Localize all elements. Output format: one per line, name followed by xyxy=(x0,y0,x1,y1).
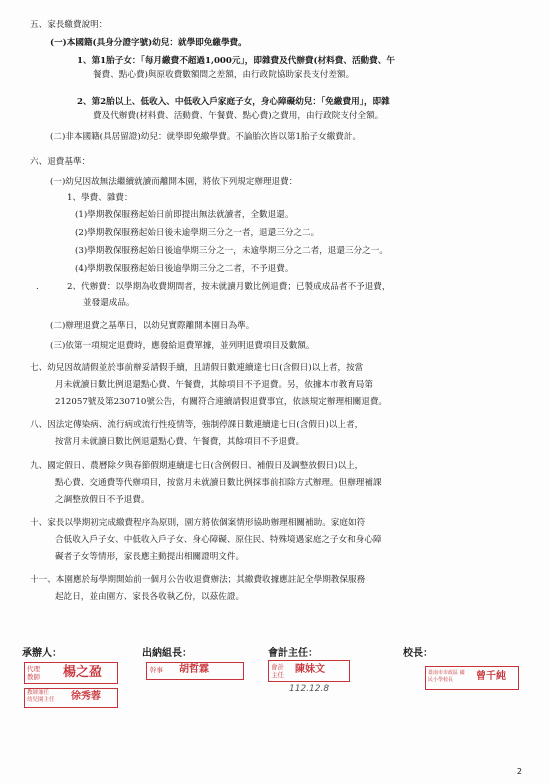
text-line: (三)依第一項規定退費時，應發給退費單據，並列明退費項目及數額。 xyxy=(50,341,315,351)
text-line: (二)辦理退費之基準日，以幼兒實際離開本園日為準。 xyxy=(50,321,255,331)
page-number: 2 xyxy=(516,767,522,776)
accounting-stamp xyxy=(268,660,350,682)
stamp-name: 徐秀蓉 xyxy=(71,691,101,702)
stamp-name: 曾千純 xyxy=(476,671,506,682)
handler-stamp-1 xyxy=(24,662,118,684)
text-line: . xyxy=(36,282,39,292)
text-line: 2、代辦費：以學期為收費期間者，按未就讀月數比例退費；已製成成品者不予退費， xyxy=(67,282,391,292)
text-line: 按當月未就讀日數比例退還點心費、午餐費，其餘項目不予退費。 xyxy=(55,437,305,447)
handler-stamp-2 xyxy=(24,688,118,708)
stamp-title: 會計 主任 xyxy=(271,663,284,679)
text-line: 並發還成品。 xyxy=(83,298,135,308)
text-line: (一)幼兒因故無法繼續就讀而離開本園，將依下列規定辦理退費： xyxy=(50,177,298,187)
principal-stamp xyxy=(425,666,519,690)
accounting-label: 會計主任： xyxy=(268,648,318,659)
text-line: 五、家長繳費說明： xyxy=(30,20,108,30)
cashier-label: 出納組長： xyxy=(142,648,192,659)
stamp-name: 楊之盈 xyxy=(63,665,103,680)
text-line: 八、因法定傳染病、流行病或流行性疫情等，強制停課日數連續達七日(含假日)以上者， xyxy=(30,420,364,430)
stamp-title: 臺南市市政區 國民小學校長 xyxy=(428,670,465,683)
text-line: 月未就讀日數比例退還點心費、午餐費，其餘項目不予退費。另，依據本市教育局第 xyxy=(55,380,373,390)
text-line: 六、退費基準： xyxy=(30,157,91,167)
text-line: 之調整放假日不予退費。 xyxy=(55,495,150,505)
text-line: (1)學期教保服務起始日前即提出無法就讀者，全數退還。 xyxy=(75,210,294,220)
text-line: 礙者子女等情形，家長應主動提出相關證明文件。 xyxy=(55,552,245,562)
stamp-name: 胡哲霖 xyxy=(179,664,209,675)
stamp-title: 代理 教師 xyxy=(27,665,40,681)
text-line: 餐費、點心費)與原收費數額間之差額，由行政院協助家長支付差額。 xyxy=(93,70,355,80)
handwritten-date: 112.12.8 xyxy=(289,684,330,694)
text-line: (2)學期教保服務起始日後未逾學期三分之一者，退還三分之二。 xyxy=(75,228,320,238)
text-line: (二)非本國籍(具居留證)幼兒：就學即免繳學費。不論胎次皆以第1胎子女繳費計。 xyxy=(50,132,362,142)
text-line: (3)學期教保服務起始日後逾學期三分之一，未逾學期三分之二者，退還三分之一。 xyxy=(75,246,388,256)
text-line: 十、家長以學期初完成繳費程序為原則，園方將依個案情形協助辦理相關補助。家庭如符 xyxy=(30,518,366,528)
text-line: (一)本國籍(具身分證字號)幼兒：就學即免繳學費。 xyxy=(50,38,247,48)
text-line: 1、第1胎子女：「每月繳費不超過1,000元」，即雜費及代辦費(材料費、活動費、午 xyxy=(77,56,395,66)
text-line: (4)學期教保服務起始日後逾學期三分之二者，不予退費。 xyxy=(75,264,294,274)
cashier-stamp xyxy=(146,662,244,680)
text-line: 212057號及第230710號公告，有關符合連續請假退費事宜，依該規定辦理相關退費。 xyxy=(55,397,388,407)
principal-label: 校長： xyxy=(403,648,433,659)
text-line: 1、學費、雜費： xyxy=(67,193,133,203)
text-line: 十一、本園應於每學期開始前一個月公告收退費辦法；其繳費收據應註記全學期教保服務 xyxy=(30,575,366,585)
text-line: 合低收入戶子女、中低收入戶子女、身心障礙、原住民、特殊境遇家庭之子女和身心障 xyxy=(55,535,382,545)
stamp-name: 陳妹文 xyxy=(295,664,325,675)
text-line: 七、幼兒因故請假並於事前辦妥請假手續，且請假日數連續達七日(含假日)以上者，按當 xyxy=(30,363,364,373)
text-line: 點心費、交通費等代辦項目，按當月未就讀日數比例採事前扣除方式辦理。但辦理補課 xyxy=(55,478,382,488)
stamp-title: 幹事 xyxy=(150,666,163,674)
text-line: 費及代辦費(材料費、活動費、午餐費、點心費)之費用，由行政院支付全額。 xyxy=(93,111,384,121)
text-line: 九、國定假日、農曆除夕與春節假期連續達七日(含例假日、補假日及調整放假日)以上， xyxy=(30,461,364,471)
text-line: 起訖日，並由園方、家長各收執乙份，以茲佐證。 xyxy=(55,592,245,602)
handler-label: 承辦人： xyxy=(22,648,62,659)
stamp-title: 教師兼任 幼兒園主任 xyxy=(27,690,55,703)
text-line: 2、第2胎以上、低收入、中低收入戶家庭子女，身心障礙幼兒：「免繳費用」，即雜 xyxy=(77,97,390,107)
